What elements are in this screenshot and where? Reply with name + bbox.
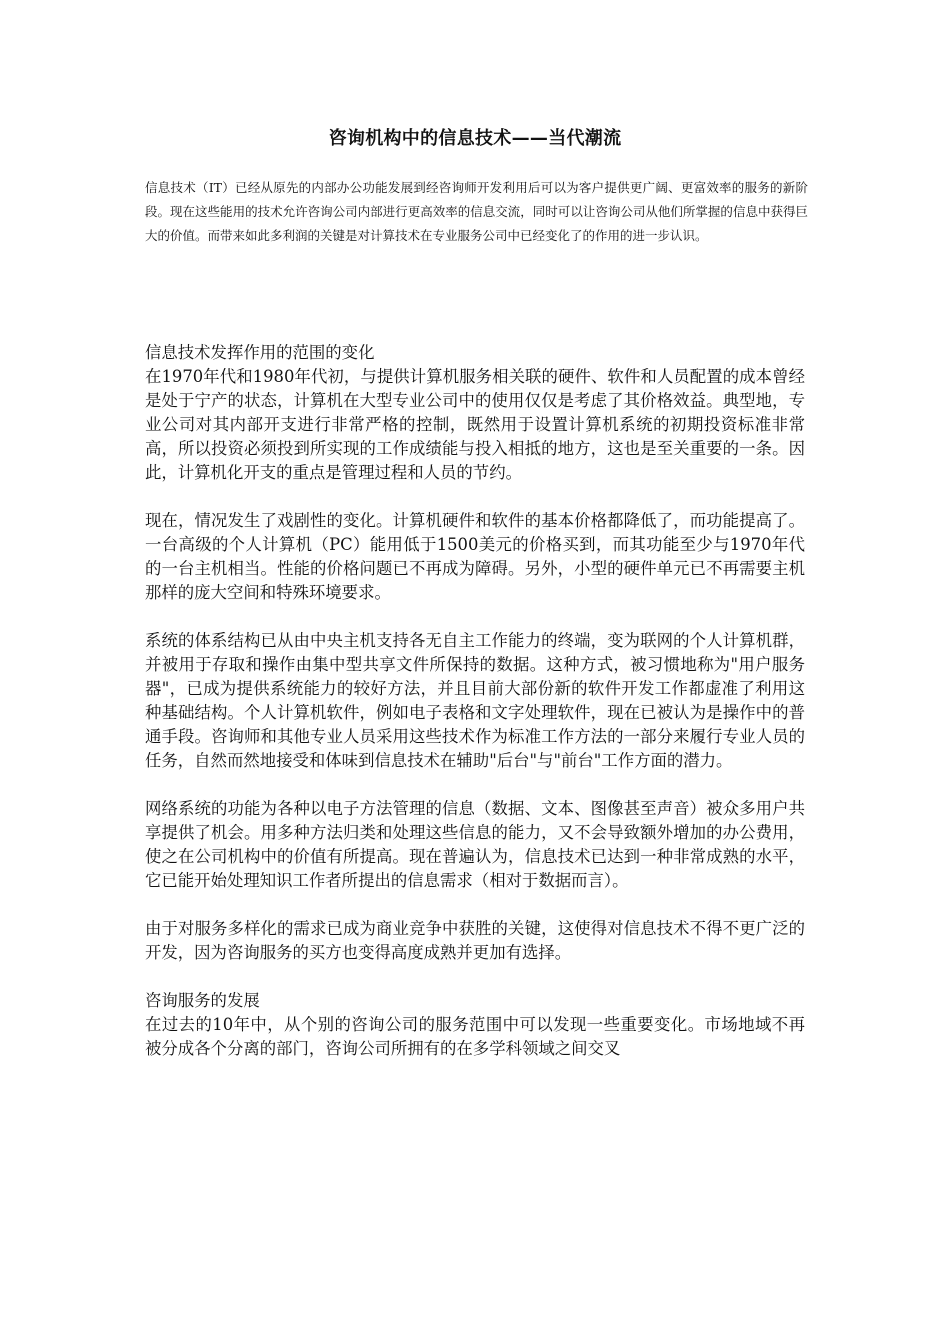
body-paragraph: 由于对服务多样化的需求已成为商业竞争中获胜的关键，这使得对信息技术不得不更广泛的开发，因为咨询服务的买方也变得高度成熟并更加有选择。	[145, 919, 805, 962]
body-paragraph: 现在，情况发生了戏剧性的变化。计算机硬件和软件的基本价格都降低了，而功能提高了。一台高级的个人计算机（PC）能用低于1500美元的价格买到，而其功能至少与1970年代的一台主机相当。性能的价格问题已不再成为障碍。另外，小型的硬件单元已不再需要主机那样的庞大空间和特殊环境要求。	[145, 511, 805, 602]
body-paragraph: 系统的体系结构已从由中央主机支持各无自主工作能力的终端，变为联网的个人计算机群，并被用于存取和操作由集中型共享文件所保持的数据。这种方式，被习惯地称为"用户服务器"，已成为提供系统能力的较好方法，并且目前大部份新的软件开发工作都虚准了利用这种基础结构。个人计算机软件，例如电子表格和文字处理软件，现在已被认为是操作中的普通手段。咨询师和其他专业人员采用这些技术作为标准工作方法的一部分来履行专业人员的任务，自然而然地接受和体味到信息技术在辅助"后台"与"前台"工作方面的潜力。	[145, 631, 805, 770]
intro-paragraph: 信息技术（IT）已经从原先的内部办公功能发展到经咨询师开发利用后可以为客户提供更广阔、更富效率的服务的新阶段。现在这些能用的技术允许咨询公司内部进行更高效率的信息交流，同时可以让咨询公司从他们所掌握的信息中获得巨大的价值。而带来如此多利润的关键是对计算技术在专业服务公司中已经变化了的作用的进一步认识。	[145, 180, 808, 243]
section-heading-consulting-development: 咨询服务的发展	[145, 991, 260, 1010]
page-title: 咨询机构中的信息技术——当代潮流	[328, 128, 622, 149]
body-paragraph: 在1970年代和1980年代初，与提供计算机服务相关联的硬件、软件和人员配置的成本曾经是处于宁产的状态，计算机在大型专业公司中的使用仅仅是考虑了其价格效益。典型地，专业公司对其内部开支进行非常严格的控制，既然用于设置计算机系统的初期投资标准非常高，所以投资必须投到所实现的工作成绩能与投入相抵的地方，这也是至关重要的一条。因此，计算机化开支的重点是管理过程和人员的节约。	[145, 367, 805, 482]
body-paragraph: 在过去的10年中，从个别的咨询公司的服务范围中可以发现一些重要变化。市场地域不再被分成各个分离的部门，咨询公司所拥有的在多学科领域之间交叉	[145, 1015, 805, 1058]
body-paragraph: 网络系统的功能为各种以电子方法管理的信息（数据、文本、图像甚至声音）被众多用户共享提供了机会。用多种方法归类和处理这些信息的能力，又不会导致额外增加的办公费用，使之在公司机构中的价值有所提高。现在普遍认为，信息技术已达到一种非常成熟的水平，它已能开始处理知识工作者所提出的信息需求（相对于数据而言）。	[145, 799, 805, 890]
document-body	[145, 341, 805, 1085]
section-heading-it-scope: 信息技术发挥作用的范围的变化	[145, 343, 375, 362]
